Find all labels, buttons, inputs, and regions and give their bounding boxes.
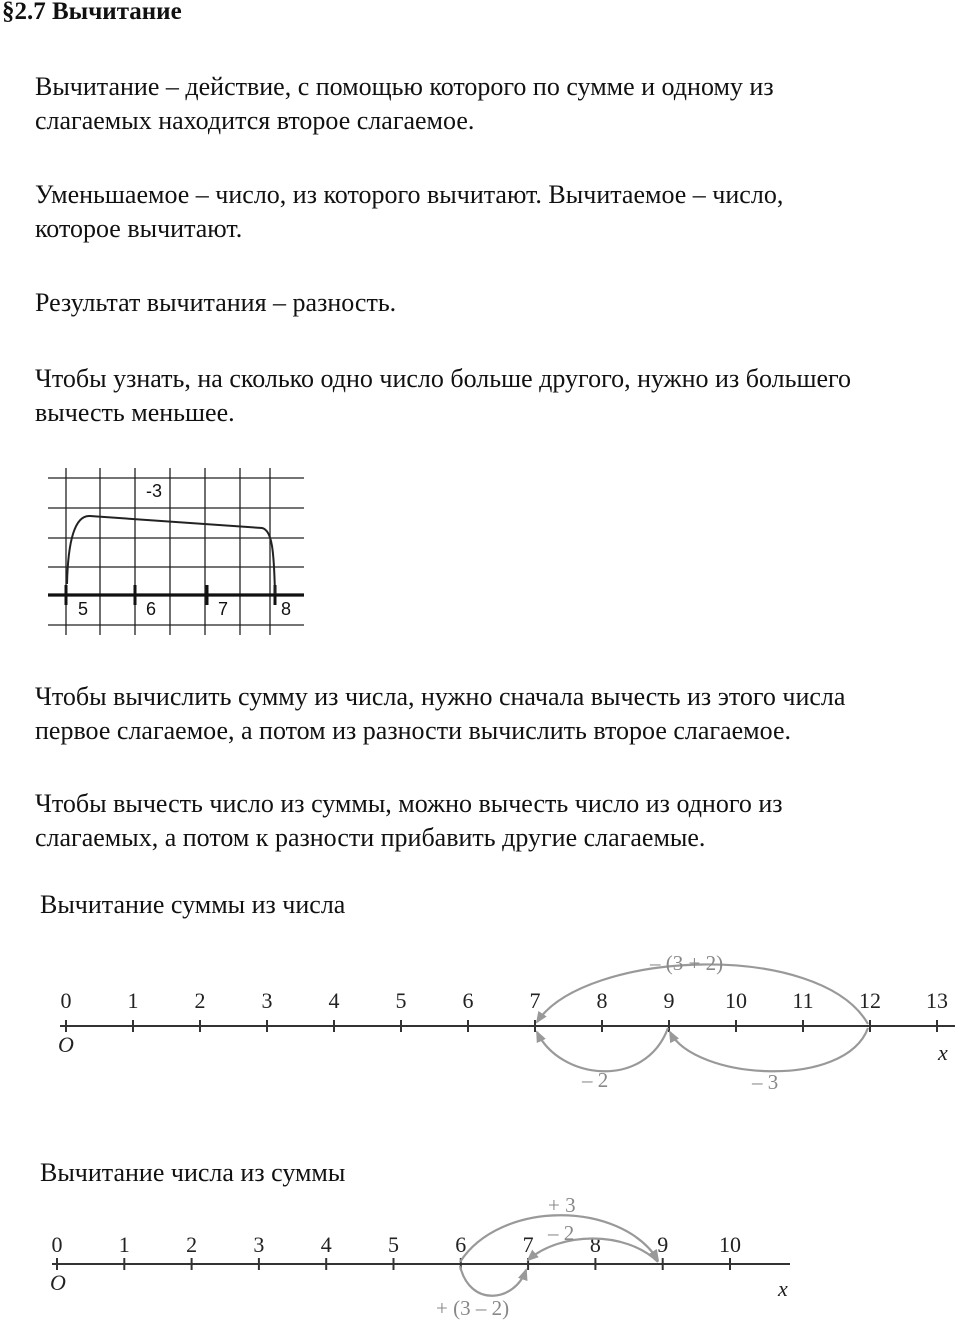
diagram1-caption: Вычитание суммы из числа — [40, 890, 346, 919]
tick-label: 7 — [529, 988, 541, 1013]
tick-label: 2 — [186, 1232, 198, 1257]
origin-label: O — [58, 1032, 74, 1057]
tick-label-6: 6 — [146, 599, 157, 619]
tick-label: 5 — [395, 988, 407, 1013]
tick-labels — [52, 1232, 742, 1257]
tick-label: 5 — [388, 1232, 399, 1257]
paragraph-line: Уменьшаемое – число, из которого вычитают. Вычитаемое – число, — [35, 180, 784, 209]
tick-label: 3 — [261, 988, 273, 1013]
paragraph-line: слагаемых, а потом к разности прибавить другие слагаемые. — [35, 823, 706, 852]
tick-label: 0 — [60, 988, 72, 1013]
tick-label: 6 — [462, 988, 474, 1013]
arc-top-outer-label: + 3 — [548, 1193, 576, 1217]
tick-label: 9 — [657, 1232, 669, 1257]
tick-label-5: 5 — [78, 599, 89, 619]
tick-label: 3 — [253, 1232, 265, 1257]
tick-label-8: 8 — [281, 599, 292, 619]
paragraph-subtract-sum-rule — [35, 680, 960, 748]
paragraph-line: вычесть меньшее. — [35, 398, 235, 427]
jump-arc — [67, 516, 275, 594]
tick-label: 6 — [455, 1232, 467, 1257]
paragraph-result — [35, 286, 960, 320]
tick-label: 8 — [596, 988, 608, 1013]
tick-label: 4 — [320, 1232, 332, 1257]
tick-label: 1 — [118, 1232, 130, 1257]
origin-label: O — [50, 1270, 66, 1295]
arc-bottom-left-label: – 2 — [582, 1068, 609, 1092]
paragraph-subtract-from-sum-rule — [35, 787, 960, 855]
tick-label: 7 — [522, 1232, 534, 1257]
axis-name-label: x — [778, 1276, 788, 1301]
paragraph-terms — [35, 178, 960, 246]
arc-label: -3 — [146, 481, 163, 501]
arc-top-inner-label: – 2 — [548, 1221, 575, 1245]
tick-label: 4 — [328, 988, 340, 1013]
arc-bottom-left — [537, 1028, 668, 1071]
arc-bottom — [460, 1266, 526, 1296]
tick-label-7: 7 — [218, 599, 229, 619]
section-title: §2.7 Вычитание — [2, 0, 182, 25]
tick-label: 11 — [792, 988, 814, 1013]
paragraph-line: Чтобы вычесть число из суммы, можно вычесть число из одного из — [35, 789, 783, 818]
grid-number-line-diagram — [0, 460, 320, 640]
paragraph-compare — [35, 362, 960, 430]
tick-label: 8 — [589, 1232, 601, 1257]
tick-label: 1 — [127, 988, 139, 1013]
tick-label: 13 — [926, 988, 948, 1013]
paragraph-line: слагаемых находится второе слагаемое. — [35, 106, 475, 135]
paragraph-line: которое вычитают. — [35, 214, 243, 243]
arc-bottom-right-label: – 3 — [752, 1070, 779, 1094]
diagram2-caption: Вычитание числа из суммы — [40, 1158, 346, 1187]
tick-labels — [61, 988, 949, 1013]
paragraph-line: Чтобы узнать, на сколько одно число больше другого, нужно из большего — [35, 364, 852, 393]
tick-label: 2 — [194, 988, 206, 1013]
tick-label: 0 — [51, 1232, 63, 1257]
paragraph-line: Чтобы вычислить сумму из числа, нужно сначала вычесть из этого числа — [35, 682, 846, 711]
tick-label: 10 — [719, 1232, 741, 1257]
arc-top-label: – (3 + 2) — [650, 951, 724, 975]
tick-label: 12 — [859, 988, 881, 1013]
paragraph-line: Результат вычитания – разность. — [35, 288, 397, 317]
paragraph-definition — [35, 70, 960, 138]
tick-label: 10 — [725, 988, 747, 1013]
arc-bottom-right — [670, 1028, 868, 1071]
number-line-diagram-2 — [0, 1190, 960, 1320]
number-line-diagram-1 — [0, 940, 960, 1100]
arc-bottom-label: + (3 – 2) — [436, 1296, 510, 1320]
paragraph-line: первое слагаемое, а потом из разности вычислить второе слагаемое. — [35, 716, 791, 745]
axis-name-label: x — [938, 1040, 948, 1065]
tick-label: 9 — [663, 988, 675, 1013]
paragraph-line: Вычитание – действие, с помощью которого по сумме и одному из — [35, 72, 774, 101]
